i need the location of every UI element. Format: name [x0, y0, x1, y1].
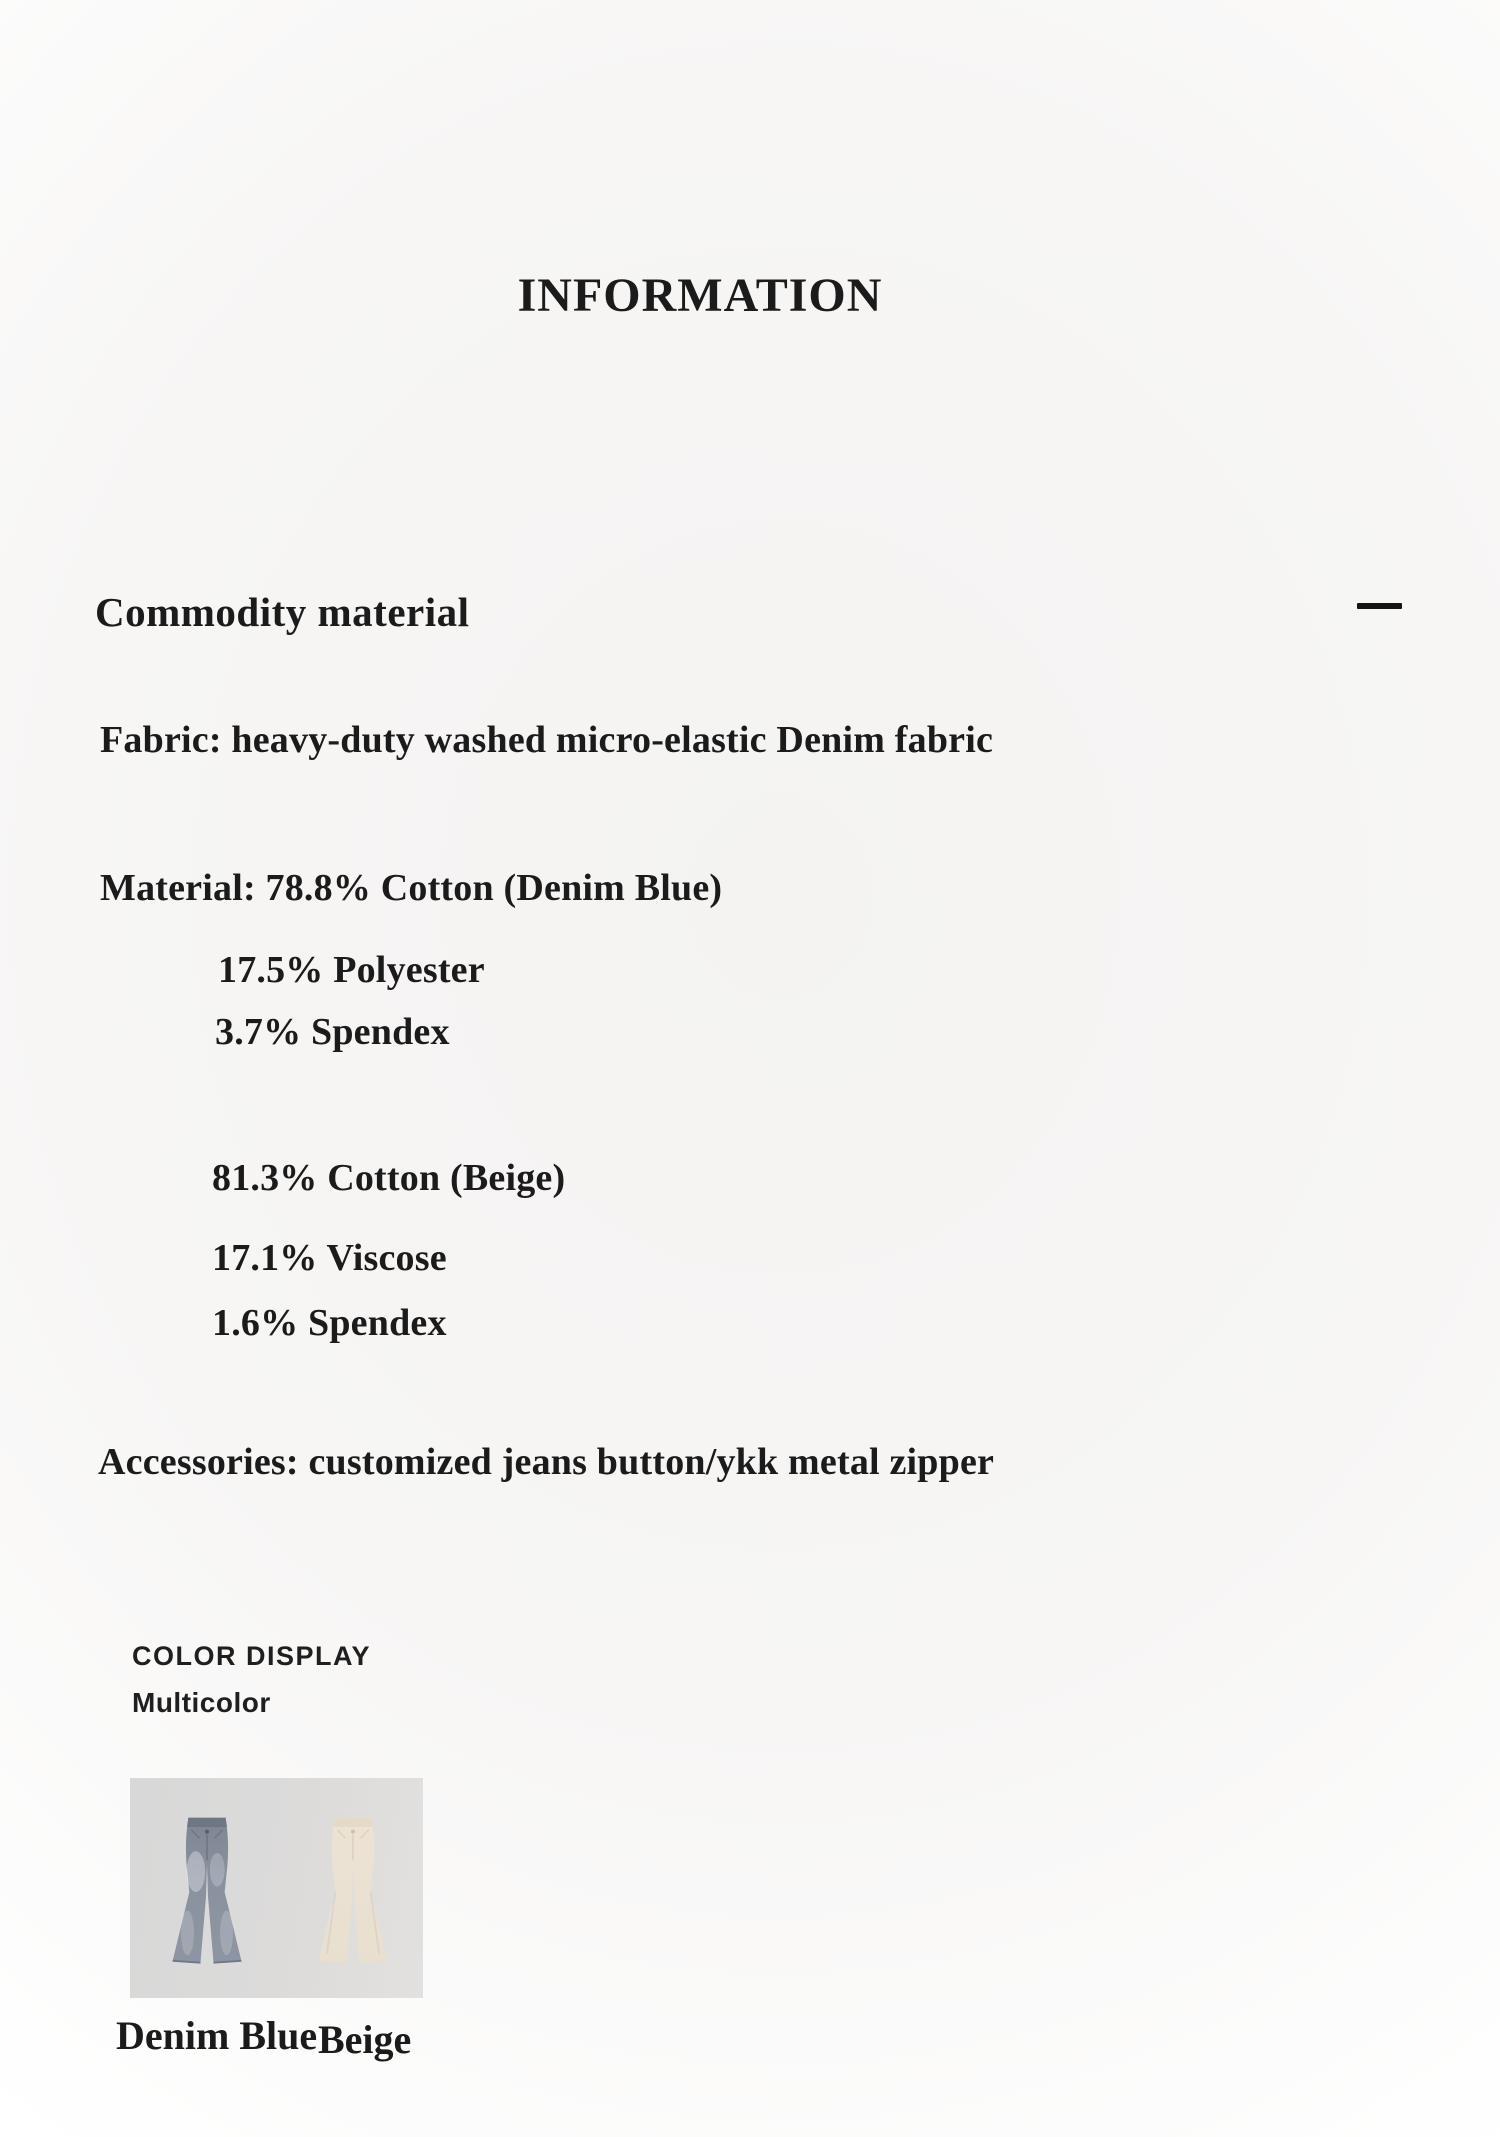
multicolor-subheading: Multicolor — [132, 1687, 271, 1718]
collapse-dash-icon — [1357, 603, 1402, 609]
color-name-beige: Beige — [318, 2017, 412, 2062]
material-beige-spendex: 1.6% Spendex — [212, 1302, 447, 1344]
beige-jeans-image — [306, 1814, 400, 1972]
material-label: Material: — [100, 867, 266, 909]
color-display-image-panel — [130, 1778, 423, 1998]
accessories-description: Accessories: customized jeans button/ykk metal zipper — [98, 1441, 995, 1483]
commodity-material-heading: Commodity material — [95, 589, 470, 635]
material-denim-blue-cotton: 78.8% Cotton (Denim Blue) — [265, 867, 723, 909]
color-display-heading: COLOR DISPLAY — [132, 1641, 372, 1671]
page-title: INFORMATION — [517, 269, 883, 322]
color-name-denim-blue: Denim Blue — [116, 2013, 318, 2058]
material-denim-blue-polyester: 17.5% Polyester — [218, 949, 485, 991]
material-beige-viscose: 17.1% Viscose — [212, 1237, 447, 1279]
denim-blue-jeans-image — [160, 1814, 254, 1972]
material-denim-blue-spendex: 3.7% Spendex — [215, 1011, 450, 1053]
material-beige-cotton: 81.3% Cotton (Beige) — [212, 1157, 566, 1199]
material-denim-blue-line-1 — [100, 866, 722, 910]
fabric-description: Fabric: heavy-duty washed micro-elastic Denim fabric — [100, 719, 994, 761]
